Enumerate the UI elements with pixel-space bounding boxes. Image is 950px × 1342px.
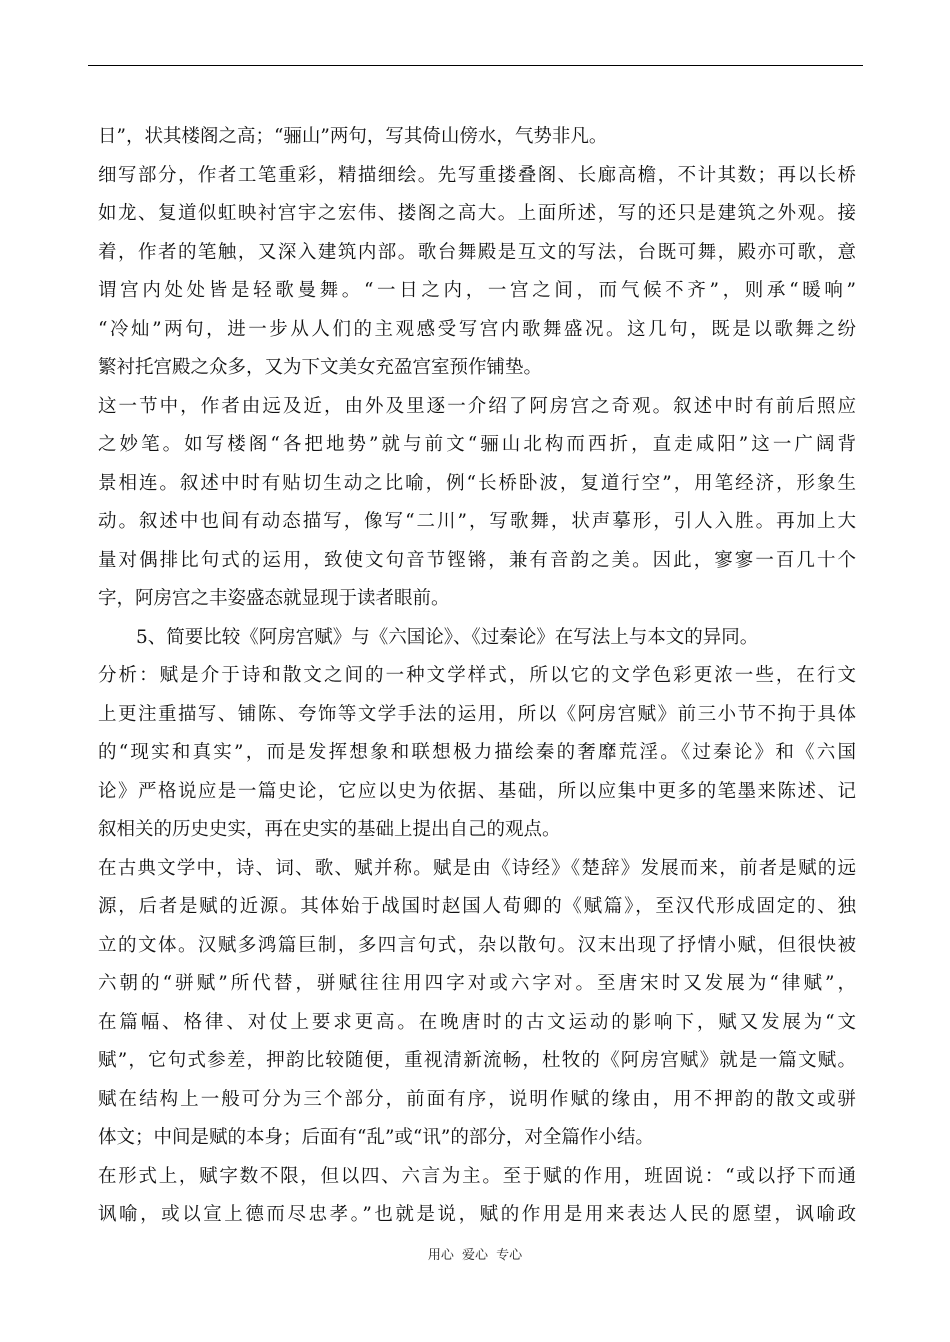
text-line: 之妙笔。如写楼阁“各把地势”就与前文“骊山北构而西折，直走咸阳”这一广阔背 — [98, 434, 856, 455]
text-line: 在形式上，赋字数不限，但以四、六言为主。至于赋的作用，班固说：“或以抒下而通 — [98, 1165, 856, 1187]
text-line: 六朝的“骈赋”所代替，骈赋往往用四字对或六字对。至唐宋时又发展为“律赋”， — [98, 973, 856, 994]
text-line: 量对偶排比句式的运用，致使文句音节铿锵，兼有音韵之美。因此，寥寥一百几十个 — [98, 549, 856, 571]
text-line: 细写部分，作者工笔重彩，精描细绘。先写重搂叠阁、长廊高檐，不计其数；再以长桥 — [98, 164, 856, 186]
text-line: 在篇幅、格律、对仗上要求更高。在晚唐时的古文运动的影响下，赋又发展为“文 — [98, 1011, 856, 1033]
text-line: 分析：赋是介于诗和散文之间的一种文学样式，所以它的文学色彩更浓一些，在行文 — [98, 665, 856, 686]
text-line: 的“现实和真实”，而是发挥想象和联想极力描绘秦的奢靡荒淫。《过秦论》和《六国 — [98, 742, 856, 763]
text-line: 谓宫内处处皆是轻歌曼舞。“一日之内，一宫之间，而气候不齐”，则承“暖响” — [98, 280, 856, 301]
text-line: 景相连。叙述中时有贴切生动之比喻，例“长桥卧波，复道行空”，用笔经济，形象生 — [98, 472, 856, 494]
text-line: 上更注重描写、铺陈、夸饰等文学手法的运用，所以《阿房宫赋》前三小节不拘于具体 — [98, 703, 856, 725]
page-footer: 用心 爱心 专心 — [427, 1248, 523, 1263]
text-line: 繁衬托宫殿之众多，又为下文美女充盈宫室预作铺垫。 — [98, 357, 543, 378]
text-line: 着，作者的笔触，又深入建筑内部。歌台舞殿是互文的写法，台既可舞，殿亦可歌，意 — [98, 241, 856, 263]
text-line: 讽喻，或以宣上德而尽忠孝。”也就是说，赋的作用是用来表达人民的愿望，讽喻政 — [98, 1204, 856, 1225]
text-line: 赋在结构上一般可分为三个部分，前面有序，说明作赋的缘由，用不押韵的散文或骈 — [98, 1088, 856, 1110]
text-line: 在古典文学中，诗、词、歌、赋并称。赋是由《诗经》《楚辞》发展而来，前者是赋的远 — [98, 857, 856, 879]
text-line: 动。叙述中也间有动态描写，像写“二川”，写歌舞，状声摹形，引人入胜。再加上大 — [98, 511, 856, 532]
text-line: 体文；中间是赋的本身；后面有“乱”或“讯”的部分，对全篇作小结。 — [98, 1127, 654, 1148]
question-heading: 5、简要比较《阿房宫赋》与《六国论》、《过秦论》在写法上与本文的异同。 — [136, 626, 759, 648]
text-line: 叙相关的历史史实，再在史实的基础上提出自己的观点。 — [98, 819, 561, 840]
text-line: 源，后者是赋的近源。其体始于战国时赵国人荀卿的《赋篇》，至汉代形成固定的、独 — [98, 896, 856, 917]
text-line: 论》严格说应是一篇史论，它应以史为依据、基础，所以应集中更多的笔墨来陈述、记 — [98, 780, 856, 802]
text-line: “冷灿”两句，进一步从人们的主观感受写宫内歌舞盛况。这几句，既是以歌舞之纷 — [98, 318, 856, 340]
header-rule — [88, 65, 863, 66]
text-line: 赋”，它句式参差，押韵比较随便，重视清新流畅，杜牧的《阿房宫赋》就是一篇文赋。 — [98, 1050, 856, 1071]
document-body — [98, 118, 856, 1235]
text-line: 字，阿房宫之丰姿盛态就显现于读者眼前。 — [98, 588, 450, 609]
text-line: 日”，状其楼阁之高；“骊山”两句，写其倚山傍水，气势非凡。 — [98, 126, 608, 147]
text-line: 如龙、复道似虹映衬宫宇之宏伟、搂阁之高大。上面所述，写的还只是建筑之外观。接 — [98, 203, 856, 224]
text-line: 这一节中，作者由远及近，由外及里逐一介绍了阿房宫之奇观。叙述中时有前后照应 — [98, 395, 856, 417]
text-line: 立的文体。汉赋多鸿篇巨制，多四言句式，杂以散句。汉末出现了抒情小赋，但很快被 — [98, 934, 856, 956]
